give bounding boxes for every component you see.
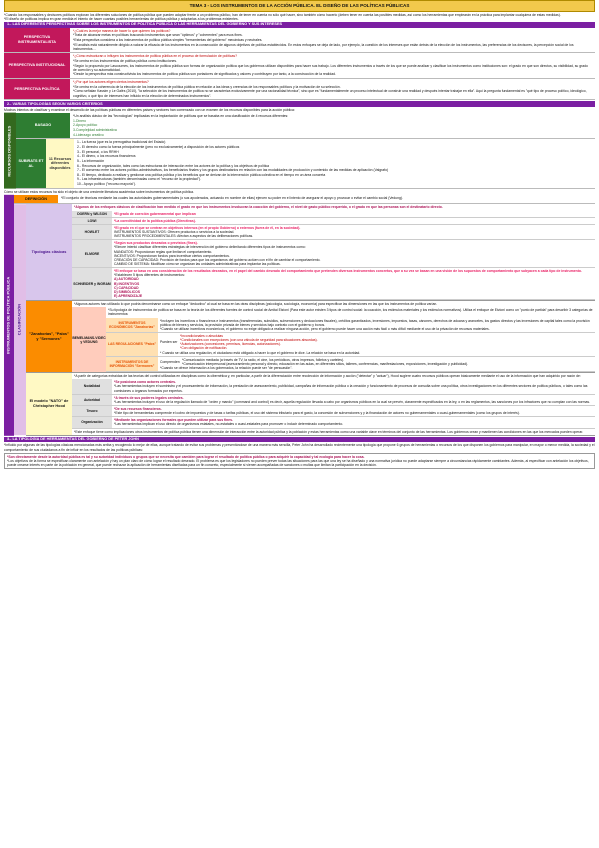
subirats-item: 1.- La fuerza (que es la prerrogativa tradicional del Estado) xyxy=(77,140,166,145)
perspective-content xyxy=(70,53,595,78)
comprenden-label: Comprenden xyxy=(160,359,180,364)
information-item: *Comunicación interpersonal (asesoramiento personal y directo, educación en las aulas, en diferentes sitios, talleres, conferencias, manifestaciones, exposiciones, investigación y publicidad). xyxy=(182,361,469,366)
typology-line: MANDATOS: Proporcionan reglas que limitan el comportamiento. xyxy=(114,249,213,254)
hood-resource: Organización xyxy=(72,417,112,427)
perspective-label: PERSPECTIVA INSTITUCIONAL xyxy=(4,53,70,78)
sermones-label: "Zanahorias", "Palos" y "Sermones" xyxy=(26,301,72,372)
typology-line: INSTRUMENTOS PROCEDIMENTALES: Afectan a aspectos de las deliberaciones políticas. xyxy=(114,234,254,239)
typology-row xyxy=(72,268,595,300)
hood-resource-details xyxy=(112,406,595,416)
instruments-vertical-label: INSTRUMENTOS DE POLÍTICA PÚBLICA xyxy=(4,195,14,436)
instrument-type-row xyxy=(106,333,595,357)
hood-row xyxy=(72,406,595,417)
hood-resource: Autoridad xyxy=(72,395,112,405)
regulaciones-list xyxy=(160,334,593,351)
sermones-block xyxy=(26,301,595,373)
subirats-content xyxy=(74,139,595,187)
typology-line: *Establecen 5 tipos diferentes de instrumentos: xyxy=(114,273,185,278)
basado-label: BASADO xyxy=(16,113,70,138)
regulaciones-items xyxy=(180,334,593,351)
typology-line: *Elmore intentó clasificar diferentes estrategias de intervención del gobierno delimitando diferentes tipos de instrumentos como: xyxy=(114,245,306,250)
subirats-item: 5.- La información xyxy=(77,158,105,163)
typology-line: INCENTIVOS: Proporcionan fondos para incentivar ciertos comportamientos. xyxy=(114,253,230,258)
regulation-item: *Con obligación de notificación. xyxy=(180,346,228,351)
section-3-line: *Los objetivos de la forma se especifican claramente con antelación y hay un plan claro de cómo lograr el resultado deseado. El problema es que los legisladores no pueden prever todas las situaciones para las que una ley se ha diseñado y una normativa jurídica no puede adaptarse siempre a circunstancias rápidamente cambiantes. Además, al especificar con antelación los objetivos, puede crearse interés en parte de la población en general, que puede rechazar la aplicación de herramientas diseñadas para un fin concreto, especialmente si vienen acompañadas de sanciones o multas que limitan la participación en la decisión. xyxy=(7,458,589,468)
hood-line: *Las herramientas incluyen el uso de la regulación llamado de "orden y mando" (command and control) es decir, aquella regulación llevada a cabo por organismos públicos en la cual se prevén, claramente especificados en la ley, o en las reglamentos, las sanciones por los infractores que no cumplan con las normas. xyxy=(114,399,590,404)
regulation-item: *Condicionales con excepciones (con una válvula de seguridad para situaciones absurdas). xyxy=(180,338,318,343)
instrument-type-line: *Cuando se utilizan incentivos económicos, el gobierno no exige obligado a realizar ninguna acción, pero el gobierno puede hacer una acción más fácil o más difícil mediante el uso de la privación de recursos materiales. xyxy=(160,326,490,331)
hood-intro: *A partir de categorías extraídas de las teorías del control utilizadas en disciplinas como la cibernética y, en particular, a partir de la diferenciación entre recolección de información y acción ("detectar" y "actuar"), Hood sugiere cuatro recursos públicos operan básicamente mediante el uso de la información que han adquirido por razón de: xyxy=(74,374,581,379)
subirats-item: 4.- El dinero, o los recursos financieros xyxy=(77,154,136,159)
hood-line: *Se posiciona como actores centrales. xyxy=(114,380,176,385)
hood-note: *Este enfoque tiene como implicaciones otros instrumentos de política pública tienen una dimensión de interacción entre la autoridad pública y la población y estas herramientas como una variable clave en términos del conjunto de las herramientas. Los gobiernos crean y mantienen las condiciones en las que los mercados pueden operar. xyxy=(74,429,584,434)
instruments-content xyxy=(14,195,595,436)
hood-resource: Tesoro xyxy=(72,406,112,416)
subirats-item: 7.- El consenso entre los actores político-administrativos, los beneficiarios finales y los grupos destinatarios en relación con las modalidades de producción y contenido de las medidas de aplicación (Valgrafo) xyxy=(77,168,389,173)
typology-details xyxy=(112,225,595,239)
instrument-type-row xyxy=(106,318,595,333)
basado-line: *Un análisis clásico de las "tecnologías" implicadas en la implantación de políticas que se basaba en una clasificación de 4 recursos diferentes: xyxy=(73,114,289,119)
perspective-question: *¿Cuál es la mejor manera de hacer lo que quieren los políticos? xyxy=(73,28,171,33)
basado-item: 2-Apoyo político xyxy=(73,123,98,128)
tipologias-intro: *Algunos de los enfoques clásicos de clasificación han medido el grado en que los instrumentos involucran la coacción del gobierno, el nivel de gasto público requerido, o el grado en que las personas son el destinatario directo. xyxy=(74,205,443,210)
bemelmans-label: BEMELMANS-VIDEC y VEDUNG xyxy=(72,307,106,372)
hood-row xyxy=(72,379,595,394)
perspective-question: *¿Por qué los actores eligen ciertos instrumentos? xyxy=(73,80,149,85)
hood-row xyxy=(72,395,595,406)
typology-line: E) APRENDIZAJE xyxy=(114,294,143,299)
hood-line: *Las herramientas implican el uso directo de organismos estatales, no-estatales o cuasi-estatales para promover o inducir determinado comportamiento. xyxy=(114,422,344,427)
perspective-line: *Desde la perspectiva más constructivista los instrumentos de política pública son portadores de significados y valores y contribuyen por tanto, a la construcción de la realidad. xyxy=(73,72,336,77)
typology-line: CAMBIO DE SISTEMA: Modifican cómo se organizan las unidades administrativas para implantar las políticas. xyxy=(114,262,281,267)
instrument-type-row xyxy=(106,357,595,372)
perspective-line: *El análisis está naturalmente dirigido a valorar la eficacia de los instrumentos en la consecución de algunos objetivos de política establecidos. En estos enfoques se deja de lado, por ejemplo, la cuestión de los intereses que están detrás de la elección de los instrumentos, las preferencias de los decisores, la percepción social de los instrumentos… xyxy=(73,42,574,51)
hood-line: *Mediante las organizaciones formales que pueden utilizar para sus fines. xyxy=(114,418,233,423)
typology-criterion: *La coercitividad de la política pública (Directivas). xyxy=(114,218,196,223)
subirats-item: 9.- Las infraestructuras (también denominadas como el "recurso de la propiedad"). xyxy=(77,177,201,182)
basado-row xyxy=(16,113,595,139)
subirats-item: 2.- El derecho como la fuerza principalmente (pero no exclusivamente) a disposición de los actores públicos xyxy=(77,144,240,149)
typology-row xyxy=(72,211,595,218)
perspective-row xyxy=(4,53,595,79)
perspective-label: PERSPECTIVA POLÍTICA xyxy=(4,79,70,99)
regulation-item: *Autorizaciones (concesiones, permisos, licencias, autorizaciones). xyxy=(180,342,281,347)
after-resources-note: Cómo se utilizan estos recursos ha sido el objeto de una creciente literatura académica sobre instrumentos de política pública. xyxy=(4,189,194,194)
tipologias-content xyxy=(72,204,595,300)
definicion-text: *El conjunto de técnicas mediante las cuales las autoridades gubernamentales (o sus apoderados, actuando en nombre de ellas) ejercen su poder en el intento de asegurar el apoyo y provocar o evitar el cambio social (Vedung). xyxy=(61,195,403,200)
typology-line: A) AUTORIDAD xyxy=(114,277,139,282)
resources-block xyxy=(4,113,595,189)
clasificacion-label: CLASIFICACIÓN xyxy=(14,204,26,435)
hood-resource: Nodalidad xyxy=(72,379,112,393)
instrument-type-label: INSTRUMENTOS DE INFORMACIÓN "Sermones" xyxy=(106,357,158,371)
typology-line: INSTRUMENTOS SUSTANTIVOS: Ofrecen productos o servicios a la sociedad. xyxy=(114,230,235,235)
instrument-type-content xyxy=(158,318,595,332)
hood-content xyxy=(72,373,595,435)
bemelmans-content xyxy=(106,307,595,372)
resources-content xyxy=(16,113,595,189)
regulaciones-note: * Cuando se utiliza una regulación, el ciudadano está obligado a hacer lo que el gobierno le dice. La relación se basa en la autoridad. xyxy=(160,350,361,355)
instrument-type-label: LAS REGULACIONES "Palos" xyxy=(106,333,158,356)
typology-line: D) SIMBÓLICOS xyxy=(114,289,140,294)
bemelmans-block xyxy=(72,307,595,372)
subirats-row xyxy=(16,139,595,188)
basado-item: 3-Complejidad administrativa xyxy=(73,128,117,133)
perspective-row xyxy=(4,28,595,54)
section-1-header: 1.- LAS DIFERENTES PERSPECTIVAS SOBRE LOS INSTRUMENTOS DE POLÍTICA PÚBLICA O LAS HERRAMIENTAS DEL GOBIERNO Y SUS INTERESES xyxy=(4,22,595,28)
instrument-type-content xyxy=(158,333,595,356)
subirats-item: 3.- El personal, o los RRHH xyxy=(77,149,119,154)
hood-block xyxy=(26,373,595,436)
typology-line: C) CAPACIDAD xyxy=(114,285,139,290)
hood-line: *Las herramientas incluyen el suministro y el procesamiento de información, la prestación de asesoramiento, publicidad, campañas de información pública o la creación y funcionamiento de procesos de consulta sobre una política, otros investigaciones en los diferentes sectores de política públicos, o tales como las comisiones u órganos formados por expertos. xyxy=(114,384,588,393)
clasificacion-content xyxy=(26,204,595,435)
hood-row xyxy=(72,417,595,428)
perspective-question: *¿Cómo estructuran o influyen los instrumentos de política pública en el proceso de formulación de políticas? xyxy=(73,54,237,59)
definicion-row xyxy=(14,195,595,205)
subirats-item: 10.- Apoyo político ("recurso mayoría"). xyxy=(77,182,136,187)
typology-row xyxy=(72,225,595,240)
tipologias-block xyxy=(26,204,595,301)
typology-row xyxy=(72,218,595,225)
typology-author: DOERN y WILSON xyxy=(72,211,112,217)
definicion-label: DEFINICIÓN xyxy=(14,195,58,204)
clasificacion-block xyxy=(14,204,595,435)
basado-content xyxy=(70,113,595,138)
instrument-type-content xyxy=(158,357,595,371)
typology-line: *El enfoque se basa en una consideración de los resultados deseados, en el papel del cambio deseado del comportamiento que pretenden diversos instrumentos concretos, que a su vez se basan en una visión de los supuestos de comportamiento que subyacen a cada tipo de instrumento. xyxy=(114,269,582,274)
perspective-line: *Esta perspectiva considera a los instrumentos de política pública simples "herramientas del gobierno" mecánicas y neutrales. xyxy=(73,37,263,42)
perspective-content xyxy=(70,79,595,99)
informacion-list xyxy=(160,358,593,366)
document-title: TEMA 3 - LOS INSTRUMENTOS DE LA ACCIÓN PÚBLICA. EL DISEÑO DE LAS POLÍTICAS PÚBLICAS xyxy=(4,0,595,12)
instruments-block xyxy=(4,195,595,436)
subirats-sublabel: 11 Recursos diferentes disponibles xyxy=(46,139,74,187)
section-3-line: *Son directamente desde la autoridad pública es tal y su autoridad individuos o grupos que se necesita que cambien para lograr el resultado de política pública o para adquirir la capacidad y tal ecología para hacer la cosa. xyxy=(7,454,365,459)
perspective-line: *Trata de alcanzar metas en políticas buscando instrumentos que sean "óptimos" y "coherentes" para esos fines. xyxy=(73,33,243,38)
sermones-intro: *Algunos autores han utilizado lo que podría denominarse como un enfoque "deductivo" al cual se basa en las otras disciplinas (psicología, sociología, economía) para especificar las dimensiones en las que los instrumentos de política varían. xyxy=(74,302,438,307)
typology-line: *El grado en el que se centran en objetivos internos (en el propio Gobierno) o externos (fuera de él, en la sociedad). xyxy=(114,225,301,230)
typology-row xyxy=(72,240,595,268)
hood-line: *A través de sus poderes legales centrales. xyxy=(114,395,184,400)
regulation-item: *Incondicionales o absolutas xyxy=(180,334,223,338)
perspective-content xyxy=(70,28,595,53)
perspective-line: *Como señalan Kassim y Le Galès (2010), "la selección de los instrumentos de política no se caracteriza exclusivamente por una racionalidad técnica", sino que es "fundamentalmente un proceso intelectual de construir una realidad y después intentar trabajar en ella". Aquí la pregunta fundamental es "qué tipo de proceso político, ideológico, cognitivo, o qué tipo de intereses han influido en la elección de determinados instrumentos". xyxy=(73,89,587,98)
instrument-type-label: INSTRUMENTOS ECONÓMICOS "Zanahorias" xyxy=(106,318,158,332)
sermones-content xyxy=(72,301,595,372)
section-2-intro: Muchos intentos de clasificar y examinar el desarrollo de las políticas públicas en diferentes países y sectores han comenzado con un examen de los recursos disponibles para la acción pública: xyxy=(4,107,295,112)
informacion-note: *Cuando se ofrece información a los gobernados, la relación puede ser "de persuasión". xyxy=(160,365,293,370)
section-2-header: 2.- VARIAS TIPOLOGÍAS SEGÚN VARIOS CRITERIOS xyxy=(4,101,595,107)
resources-vertical-label: RECURSOS DISPONIBLES xyxy=(4,113,16,189)
hood-label: El modelo "NATO" de Christopher Hood xyxy=(26,373,72,435)
informacion-items xyxy=(182,358,593,366)
section-3-header: 3.- LA TIPOLOGÍA DE HERRAMIENTAS DEL GOBIERNO DE PETER JOHN xyxy=(4,437,595,443)
perspective-line: *Según lo propuesto por Lascoumes, los instrumentos de política pública son formas de organización política que los gobiernos utilizan disponibles para hacer sus trabajo. Los diferentes instrumentos a través de los que se puede analizar y clasificar los instrumentos como instituciones son: el grado en que son directos, su visibilidad, su grado de coerción y su automaticidad. xyxy=(73,63,588,72)
perspective-row xyxy=(4,79,595,100)
section-3-intro: *Influido por algunas de las tipologías clásicas mencionadas más arriba y recogiendo lo mejor de ellas, aunque tratando de evitar sus problemas y presentándose de una manera más sencilla, Peter John ha desarrollado recientemente una tipología que propone 6 grupos de herramientas o recursos de los que disponen los gobiernos para manipular, en mayor o menor medida, la sociedad y el comportamiento de sus ciudadanos a fin de influir en los resultados de las políticas públicas: xyxy=(4,443,595,452)
intro-paragraph: *El diseño de políticas implica en gran medida el intento de hacer cuantas posibles herramientas de política pública y adoptarlas a los problemas existentes. xyxy=(4,16,239,21)
hood-resource-details xyxy=(112,395,595,405)
typology-details xyxy=(112,240,595,267)
typology-author: SCHNEIDER y INGRAM xyxy=(72,268,112,299)
subirats-item: 6.- Recursos de organización, tales como las estructuras de interacción entre los actores de la política y los objetivos de política xyxy=(77,163,270,168)
basado-item: 1-Dinero xyxy=(73,118,87,123)
subirats-item: 8.- El tiempo, dedicado a realizar y gestionar una política pública y los beneficios que se derivan de la intervención pública colectiva en el tiempo en un área concreta xyxy=(77,172,326,177)
perspective-line: *Se centra en los instrumentos de política pública como instituciones. xyxy=(73,59,178,64)
pueden-ser-label: Pueden ser xyxy=(160,340,178,345)
typology-author: LOWI xyxy=(72,218,112,224)
perspective-line: *Se centra en la coherencia de la elección de los instrumentos de política pública en relación a las ideas y creencias de los responsables políticos y la motivación de su selección. xyxy=(73,84,341,89)
section-3-box xyxy=(4,453,595,469)
typology-criterion: *El grado de coerción gubernamental que implican xyxy=(114,211,196,216)
instrument-type-line: *Incluyen los incentivos o financieros e instrumentos (transferencias, subsidios, subvenciones y deducciones fiscales), créditos garantizados, inversiones, impuestos, tasas, cánones, derechos de aduana y aranceles, los gastos directos y las inversiones de capital tales como la provisión pública de bienes y servicios, la provisión privada de bienes y servicios bajo contrato con el gobierno y bonos. xyxy=(160,318,590,327)
typology-line: *Según sus productos deseados o previstos (fines). xyxy=(114,241,198,246)
perspective-label: PERSPECTIVA INSTRUMENTALISTA xyxy=(4,28,70,53)
typology-author: HOWLET xyxy=(72,225,112,239)
typology-details xyxy=(112,268,595,299)
typology-line: CREACIÓN DE CAPACIDAD: Provisión de fondos para que los organismos del gobierno actúen con el fin de cambiar el comportamiento. xyxy=(114,257,321,262)
hood-resource-details xyxy=(112,417,595,427)
tipologias-label: Tipologías clásicas xyxy=(26,204,72,300)
typology-author: ELMORE xyxy=(72,240,112,267)
hood-resource-details xyxy=(112,379,595,393)
intro-paragraph: *Cuando los responsables y decisores políticos exploran los diferentes soluciones de política pública que pueden adoptar frente a un problema público, han de tener en cuenta no sólo qué hacer, sino también cómo hacerlo (deben tener en cuenta las posibles medidas, así como los herramientas que emplearán en la práctica para implantar cualquiera de estas medidas). xyxy=(4,12,561,17)
basado-item: 4-Liderazgo creativo xyxy=(73,132,104,137)
hood-line: *Este tipo de herramientas comprende el cobro de impuestos y de tasas o tarifas públicas, el uso del sistema tributario para el gasto, la concesión de subvenciones y y la financiación de actores no gubernamentales o cuasi-gubernamentales (como los grupos de interés). xyxy=(114,411,520,416)
subirats-label: SUBIRATS ET AL xyxy=(16,139,46,187)
intro-block xyxy=(4,13,595,21)
typology-line: B) INCENTIVOS xyxy=(114,281,140,286)
hood-line: *De sus recursos financieros. xyxy=(114,406,162,411)
information-item: *Comunicación mediada (a través de TV, la radio, el cine, los periódicos, otros impresos, folletos y carteles). xyxy=(182,357,345,362)
bemelmans-desc: *Su tipología de instrumentos de política se basa en la teoría de los diferentes fuentes de control social de Amitai Etzioni (Para este autor existen 3 tipos de control social: la coacción, los estímulos materiales y los estímulos normativos). Utiliza el enfoque de Etzioni como un "punto de partida" para describir 3 categorías de instrumentos: xyxy=(108,308,593,317)
